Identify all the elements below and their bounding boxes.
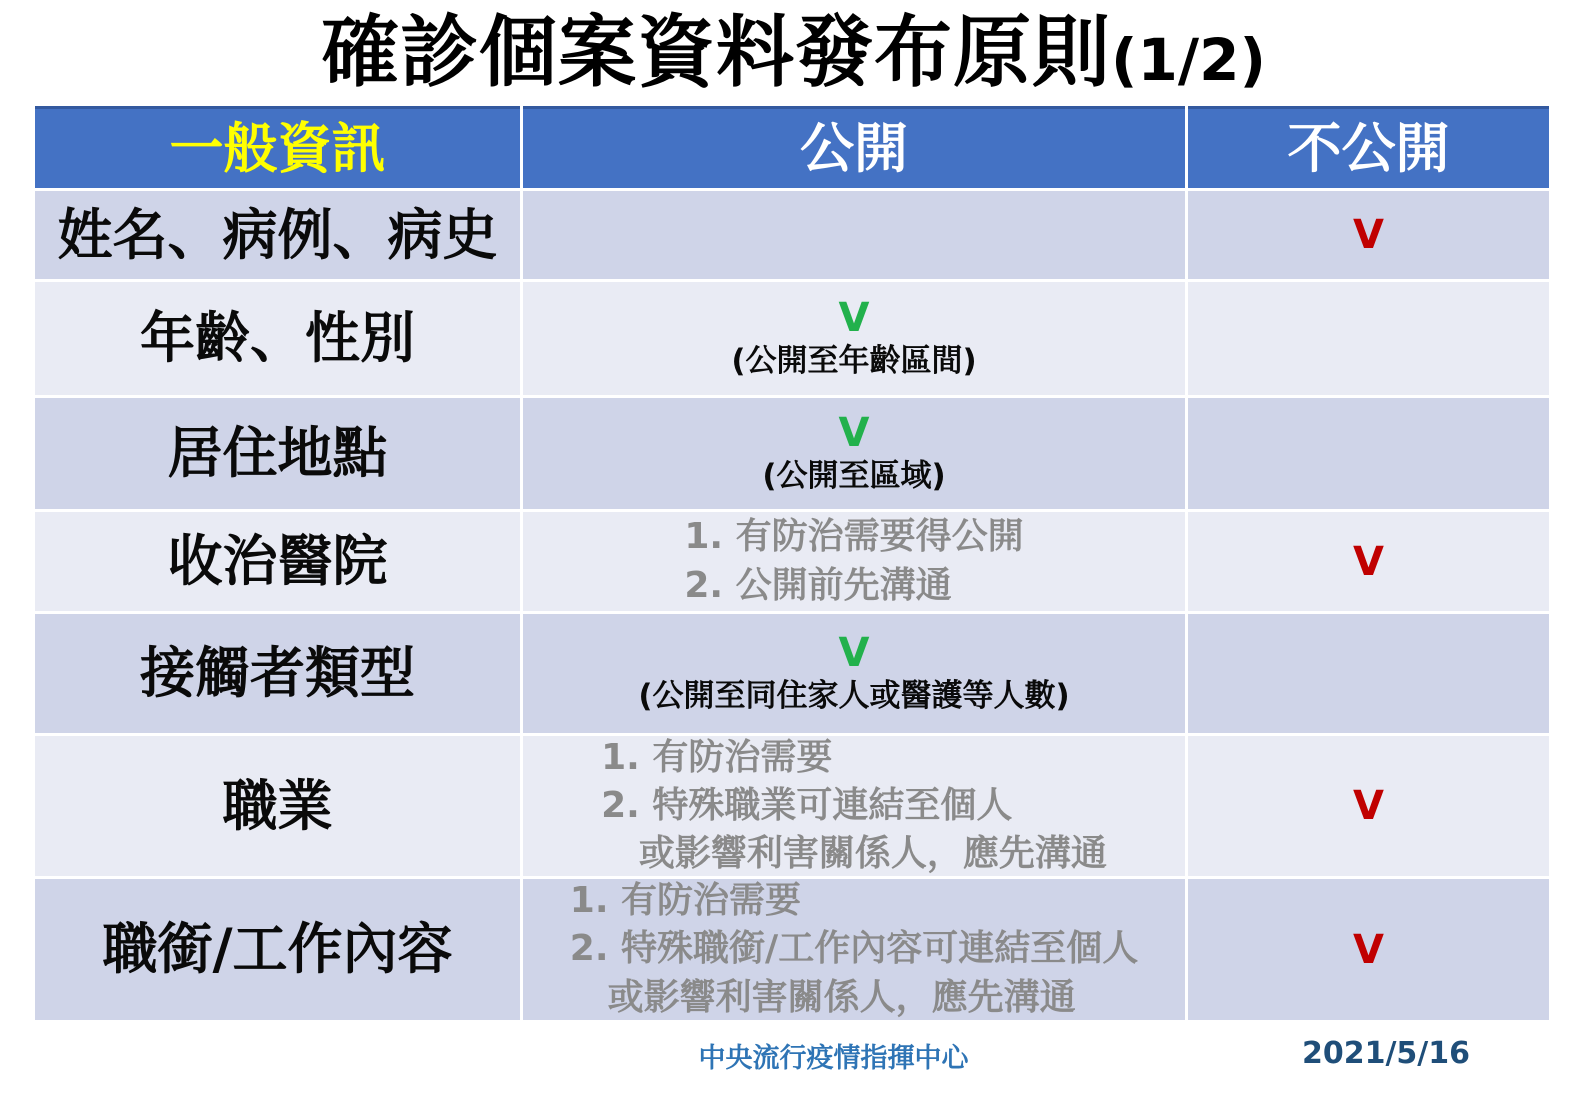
category-cell: 職業: [35, 736, 520, 876]
red-check-icon: V: [1353, 212, 1384, 258]
page-title-suffix: (1/2): [1111, 26, 1266, 94]
category-cell: 接觸者類型: [35, 614, 520, 733]
public-cell: [523, 512, 1185, 611]
header-cell-general-info: 一般資訊: [35, 106, 520, 188]
detail-line: 1. 有防治需要得公開: [684, 516, 1024, 558]
green-check-icon: V: [838, 409, 870, 456]
public-detail-lines: [684, 513, 1023, 609]
detail-line: 1. 有防治需要: [569, 880, 802, 922]
footer-date: 2021/5/16: [1301, 1036, 1470, 1071]
header-cell-public: 公開: [523, 106, 1185, 188]
public-cell: [523, 614, 1185, 733]
detail-line: 或影響利害關係人，應先溝通: [607, 976, 1076, 1018]
public-detail-lines: [601, 734, 1107, 879]
category-cell: 收治醫院: [35, 512, 520, 611]
green-check-icon: V: [838, 629, 870, 676]
not-public-cell: [1188, 736, 1549, 876]
header-cell-not-public: 不公開: [1188, 106, 1549, 188]
not-public-cell: [1188, 398, 1549, 509]
category-cell: 職銜/工作內容: [35, 879, 520, 1020]
detail-line: 2. 特殊職銜/工作內容可連結至個人: [569, 928, 1139, 970]
category-cell: 居住地點: [35, 398, 520, 509]
category-cell: 姓名、病例、病史: [35, 191, 520, 279]
green-check-icon: V: [838, 294, 870, 341]
public-detail-lines: [570, 877, 1138, 1022]
footer-organization: 中央流行疫情指揮中心: [698, 1043, 969, 1074]
public-cell: [523, 879, 1185, 1020]
slide-footer: [0, 1036, 1587, 1086]
public-cell: [523, 282, 1185, 395]
public-note: (公開至同住家人或醫護等人數): [638, 677, 1070, 714]
not-public-cell: [1188, 512, 1549, 611]
not-public-cell: [1188, 282, 1549, 395]
not-public-cell: [1188, 191, 1549, 279]
page-title: [0, 0, 1587, 106]
public-cell: [523, 398, 1185, 509]
detail-line: 2. 公開前先溝通: [684, 564, 952, 606]
red-check-icon: V: [1353, 783, 1384, 829]
not-public-cell: [1188, 879, 1549, 1020]
public-note: (公開至年齡區間): [731, 342, 977, 379]
detail-line: 或影響利害關係人，應先溝通: [638, 833, 1107, 875]
disclosure-principles-table: [35, 106, 1549, 1020]
not-public-cell: [1188, 614, 1549, 733]
public-note: (公開至區域): [762, 457, 946, 494]
public-cell: [523, 736, 1185, 876]
red-check-icon: V: [1353, 926, 1384, 973]
detail-line: 1. 有防治需要: [601, 736, 833, 778]
public-cell: [523, 191, 1185, 279]
page-title-main: 確診個案資料發布原則: [321, 8, 1112, 98]
detail-line: 2. 特殊職業可連結至個人: [601, 784, 1013, 826]
category-cell: 年齡、性別: [35, 282, 520, 395]
red-check-icon: V: [1353, 538, 1384, 585]
